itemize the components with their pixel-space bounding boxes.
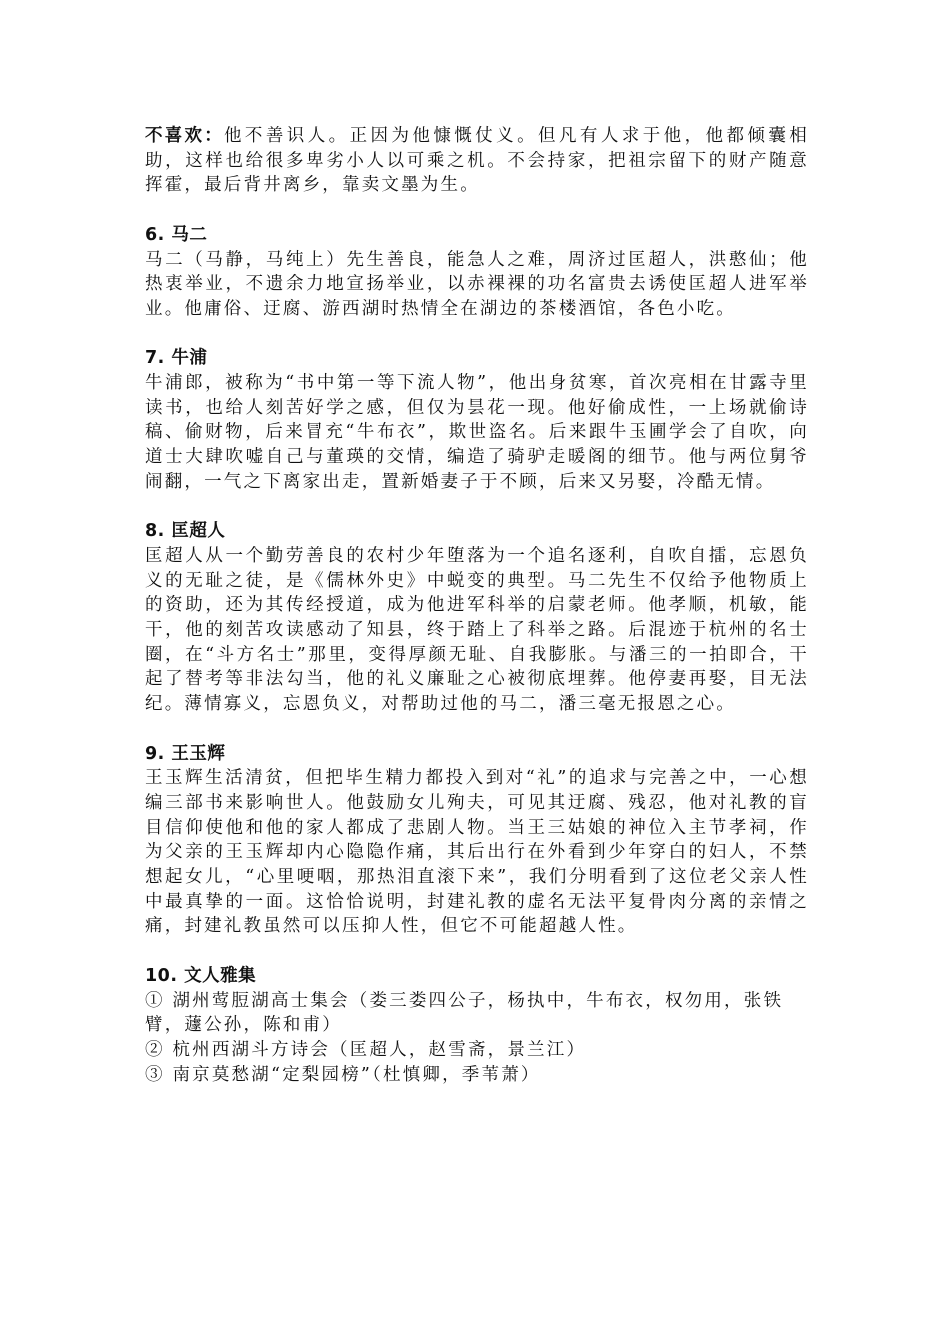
section-heading: 7. 牛浦 — [145, 348, 208, 369]
document-page — [145, 124, 809, 1087]
list-item: ① 湖州莺脰湖高士集会（娄三娄四公子，杨执中，牛布衣，权勿用，张铁臂，蘧公孙，陈和甫） — [145, 990, 784, 1036]
section-niu-pu — [145, 346, 809, 494]
intro-paragraph — [145, 124, 809, 198]
list-item: ③ 南京莫愁湖“定梨园榜”（杜慎卿，季苇萧） — [145, 1064, 541, 1085]
section-heading: 6. 马二 — [145, 224, 208, 245]
section-heading: 9. 王玉辉 — [145, 743, 226, 764]
list-item: ② 杭州西湖斗方诗会（匡超人，赵雪斋，景兰江） — [145, 1039, 587, 1060]
section-kuang-chaoren — [145, 519, 809, 717]
section-body: 马二（马静，马纯上）先生善良，能急人之难，周济过匡超人，洪憨仙；他热衷举业，不遗余力地宣扬举业，以赤裸裸的功名富贵去诱使匡超人进军举业。他庸俗、迂腐、游西湖时热情全在湖边的茶楼酒馆，各色小吃。 — [145, 249, 809, 319]
intro-label: 不喜欢： — [145, 126, 224, 146]
section-heading: 10. 文人雅集 — [145, 965, 257, 986]
section-body: 王玉辉生活清贫，但把毕生精力都投入到对“礼”的追求与完善之中，一心想编三部书来影响世人。他鼓励女儿殉夫，可见其迂腐、残忍，他对礼教的盲目信仰使他和他的家人都成了悲剧人物。当王三姑娘的神位入主节孝祠，作为父亲的王玉辉却内心隐隐作痛，其后出行在外看到少年穿白的妇人，不禁想起女儿，“心里哽咽，那热泪直滚下来”，我们分明看到了这位老父亲人性中最真挚的一面。这恰恰说明，封建礼教的虚名无法平复骨肉分离的亲情之痛，封建礼教虽然可以压抑人性，但它不可能超越人性。 — [145, 768, 809, 937]
intro-text: 他不善识人。正因为他慷慨仗义。但凡有人求于他，他都倾囊相助，这样也给很多卑劣小人以可乘之机。不会持家，把祖宗留下的财产随意挥霍，最后背井离乡，靠卖文墨为生。 — [145, 126, 810, 196]
section-ma-er — [145, 223, 809, 322]
section-heading: 8. 匡超人 — [145, 521, 226, 542]
section-literati-gatherings — [145, 964, 809, 1088]
section-body: 牛浦郎，被称为“书中第一等下流人物”，他出身贫寒，首次亮相在甘露寺里读书，也给人刻苦好学之感，但仅为昙花一现。他好偷成性，一上场就偷诗稿、偷财物，后来冒充“牛布衣”，欺世盗名。后来跟牛玉圃学会了自吹，向道士大肆吹嘘自己与董瑛的交情，编造了骑驴走暖阁的细节。他与两位舅爷闹翻，一气之下离家出走，置新婚妻子于不顾，后来又另娶，冷酷无情。 — [145, 373, 809, 492]
section-body: 匡超人从一个勤劳善良的农村少年堕落为一个追名逐利，自吹自擂，忘恩负义的无耻之徒，是《儒林外史》中蜕变的典型。马二先生不仅给予他物质上的资助，还为其传经授道，成为他进军科举的启蒙老师。他孝顺，机敏，能干，他的刻苦攻读感动了知县，终于踏上了科举之路。后混迹于杭州的名士圈，在“斗方名士”那里，变得厚颜无耻、自我膨胀。与潘三的一拍即合，干起了替考等非法勾当，他的礼义廉耻之心被彻底埋葬。他停妻再娶，目无法纪。薄情寡义，忘恩负义，对帮助过他的马二，潘三毫无报恩之心。 — [145, 545, 809, 715]
section-wang-yuhui — [145, 742, 809, 940]
